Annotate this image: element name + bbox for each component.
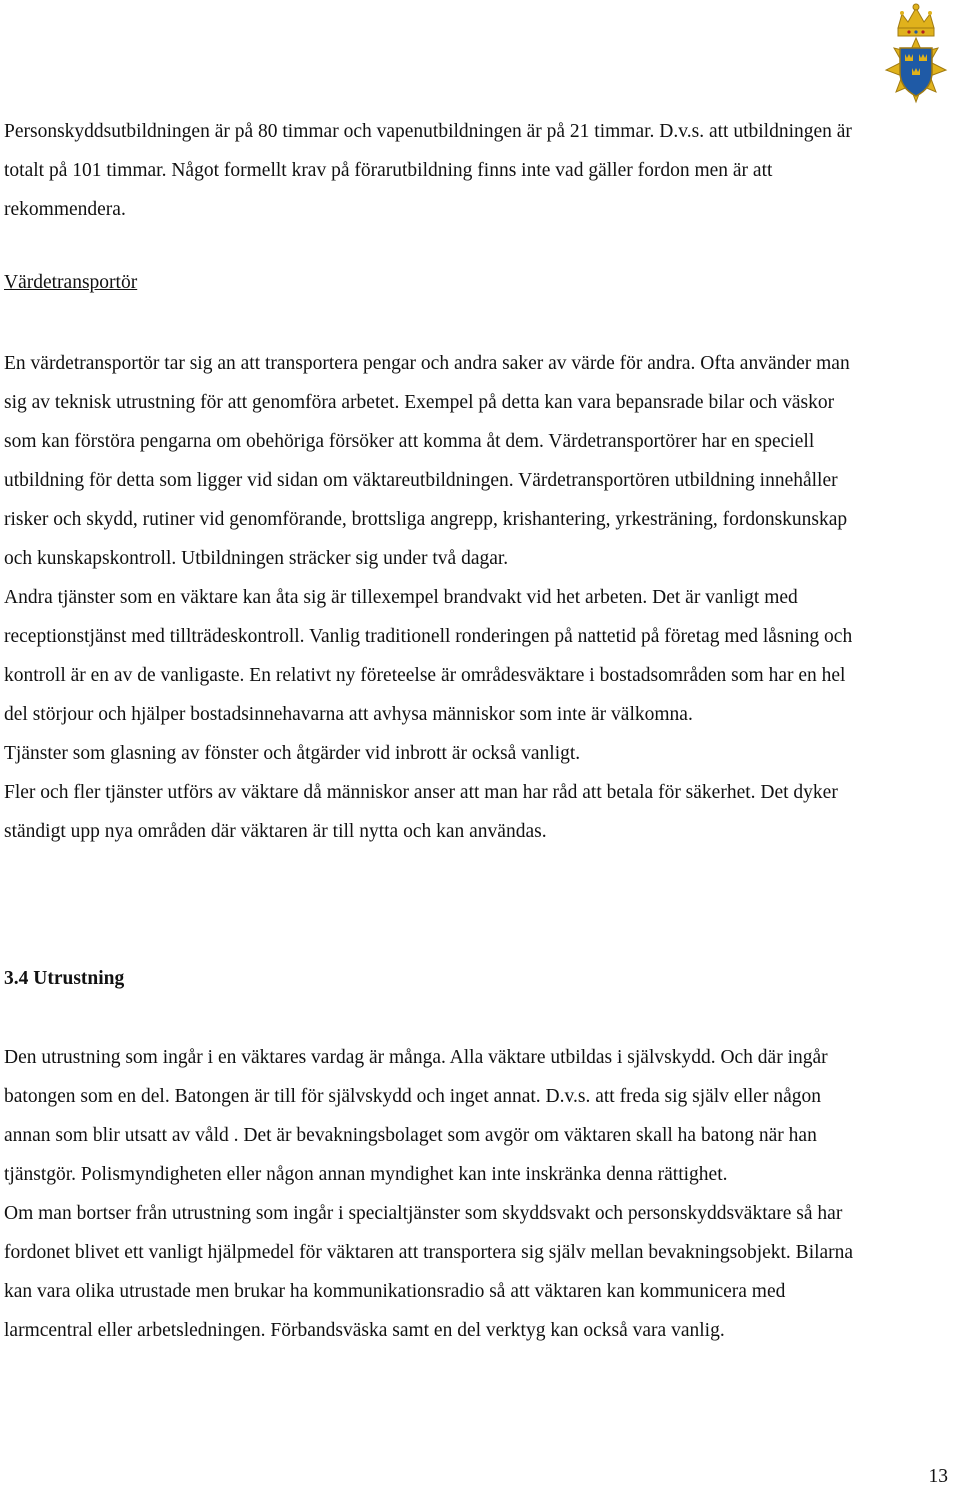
police-crest-icon <box>876 2 956 108</box>
subheading-vardetransportor: Värdetransportör <box>4 272 138 293</box>
paragraph: En värdetransportör tar sig an att transportera pengar och andra saker av värde för andra. Ofta använder man sig av teknisk utrustning för att genomföra arbetet. Exempel på detta kan vara bepansrade bilar och väskor som kan förstöra pengarna om obehöriga försöker att komma åt dem. Värdetransportörer har en speciell utbildning för detta som ligger vid sidan om väktareutbildningen. Värdetransportören utbildning innehåller risker och skydd, rutiner vid genomförande, brottsliga angrepp, krishantering, yrkesträning, fordonskunskap och kunskapskontroll. Utbildningen sträcker sig under två dagar. <box>4 353 850 569</box>
paragraph: Fler och fler tjänster utförs av väktare då människor anser att man har råd att betala för säkerhet. Det dyker ständigt upp nya områden där väktaren är till nytta och kan användas. <box>4 782 838 842</box>
vardetransport-paragraph-block <box>4 344 864 851</box>
paragraph: Den utrustning som ingår i en väktares vardag är många. Alla väktare utbildas i självskydd. Och där ingår batongen som en del. Batongen är till för självskydd och inget annat. D.v.s. att freda sig själv eller någon annan som blir utsatt av våld . Det är bevakningsbolaget som avgör om väktaren skall ha batong när han tjänstgör. Polismyndigheten eller någon annan myndighet kan inte inskränka denna rättighet. <box>4 1047 828 1185</box>
paragraph: Personskyddsutbildningen är på 80 timmar och vapenutbildningen är på 21 timmar. D.v.s. att utbildningen är totalt på 101 timmar. Något formellt krav på förarutbildning finns inte vad gäller fordon men är att rekommendera. <box>4 121 852 220</box>
utrustning-paragraph-block <box>4 1038 864 1350</box>
shield-icon <box>900 48 932 96</box>
section-heading: 3.4 Utrustning <box>4 968 125 989</box>
crown-icon <box>898 4 934 36</box>
page-number: 13 <box>928 1466 948 1487</box>
paragraph: Om man bortser från utrustning som ingår i specialtjänster som skyddsvakt och personskyddsväktare så har fordonet blivet ett vanligt hjälpmedel för väktaren att transportera sig själv mellan bevakningsobjekt. Bilarna kan vara olika utrustade men brukar ha kommunikationsradio så att väktaren kan kommunicera med larmcentral eller arbetsledningen. Förbandsväska samt en del verktyg kan också vara vanlig. <box>4 1203 854 1341</box>
paragraph: Andra tjänster som en väktare kan åta sig är tillexempel brandvakt vid het arbeten. Det är vanligt med receptionstjänst med tillträdeskontroll. Vanlig traditionell ronderingen på nattetid på företag med låsning och kontroll är en av de vanligaste. En relativt ny företeelse är områdesväktare i bostadsområden som har en hel del störjour och hjälper bostadsinnehavarna att avhysa människor som inte är välkomna. <box>4 587 853 725</box>
intro-paragraph-block <box>4 112 864 229</box>
paragraph: Tjänster som glasning av fönster och åtgärder vid inbrott är också vanligt. <box>4 743 581 764</box>
